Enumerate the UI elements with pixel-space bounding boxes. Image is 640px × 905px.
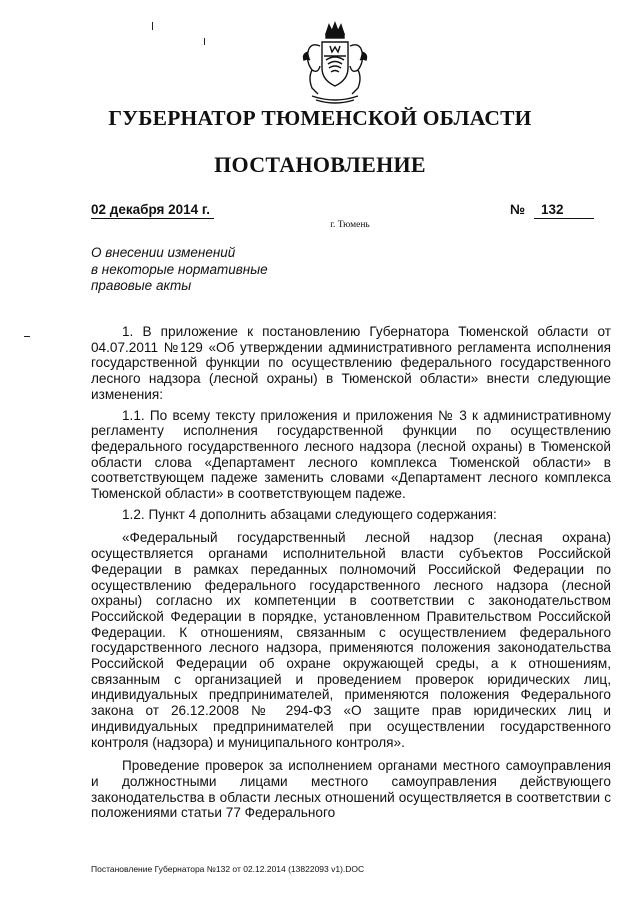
- document-date: 02 декабря 2014 г.: [91, 202, 214, 219]
- document-number: [534, 202, 594, 219]
- document-city: г. Тюмень: [330, 220, 370, 230]
- subject-line: в некоторые нормативные: [91, 261, 268, 277]
- subject-line: правовые акты: [91, 278, 192, 293]
- scan-speck: [152, 22, 153, 30]
- file-footer: Постановление Губернатора №132 от 02.12.2014 (13822093 v1).DOC: [91, 864, 365, 874]
- authority-title: ГУБЕРНАТОР ТЮМЕНСКОЙ ОБЛАСТИ: [108, 106, 532, 130]
- body-paragraph: 1.1. По всему тексту приложения и приложения № 3 к административному регламенту исполнения государственной функции по осуществлению федерального государственного лесного надзора (лесной охраны) в Тюменской области слова «Департамент лесного комплекса Тюменской области» в соответствующем падеже заменить словами «Департамент лесного комплекса Тюменской области» в соответствующем падеже.: [91, 407, 611, 502]
- document-number-value: 132: [541, 202, 564, 217]
- body-paragraph: 1. В приложение к постановлению Губернатора Тюменской области от 04.07.2011 №129 «Об утверждении административного регламента исполнения государственной функции по осуществлению федерального государственного лесного надзора (лесной охраны) в Тюменской области» внести следующие изменения:: [91, 324, 611, 402]
- document-body: [91, 324, 611, 826]
- document-subject: [91, 245, 321, 295]
- coat-of-arms-icon: [298, 20, 372, 106]
- body-paragraph: «Федеральный государственный лесной надзор (лесная охрана) осуществляется органами исполнительной власти субъектов Российской Федерации в рамках переданных полномочий Российской Федерации по осуществлению федерального государственного лесного надзора (лесной охраны) согласно их компетенции в соответствии с законодательством Российской Федерации в порядке, установленном Правительством Российской Федерации. К отношениям, связанным с осуществлением федерального государственного лесного надзора, применяются положения законодательства Российской Федерации об охране окружающей среды, а к отношениям, связанным с организацией и проведением проверок юридических лиц, индивидуальных предпринимателей, применяются положения Федерального закона от 26.12.2008 № 294-ФЗ «О защите прав юридических лиц и индивидуальных предпринимателей при осуществлении государственного контроля (надзора) и муниципального контроля».: [91, 530, 611, 750]
- number-label: №: [510, 202, 526, 217]
- body-paragraph: Проведение проверок за исполнением органами местного самоуправления и должностными лицами местного самоуправления действующего законодательства в области лесных отношений осуществляется в соответствии с положениями статьи 77 Федерального: [91, 758, 611, 821]
- scan-speck: [204, 38, 205, 45]
- document-type: ПОСТАНОВЛЕНИЕ: [214, 152, 426, 177]
- body-paragraph: 1.2. Пункт 4 дополнить абзацами следующего содержания:: [122, 506, 497, 522]
- scan-speck: [24, 336, 30, 337]
- subject-line: О внесении изменений: [91, 245, 236, 260]
